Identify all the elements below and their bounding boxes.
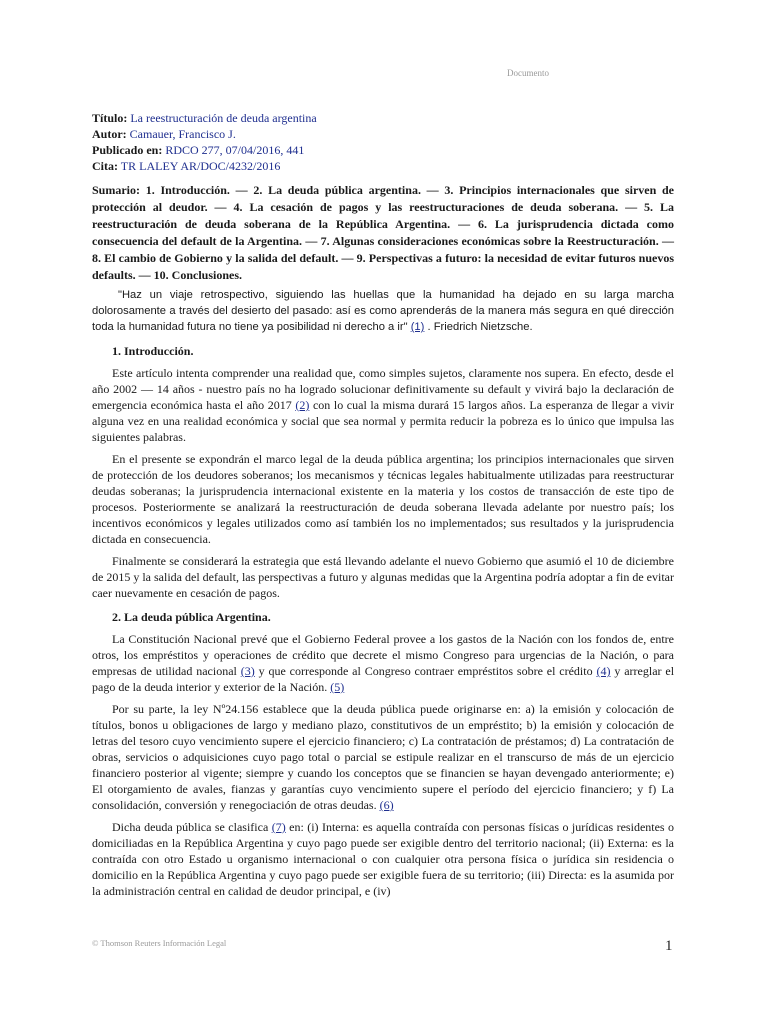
paragraph	[92, 701, 674, 813]
footnote-link[interactable]: (4)	[596, 664, 611, 678]
paragraph: Finalmente se considerará la estrategia que está llevando adelante el nuevo Gobierno que asumió el 10 de diciembre de 2015 y la salida del default, las perspectivas a futuro y algunas medidas que la Argentina podría adoptar a fin de evitar caer nuevamente en cesación de pagos.	[92, 554, 674, 600]
footnote-link[interactable]: (3)	[240, 664, 255, 678]
paragraph-text: Este artículo intenta comprender una realidad que, como simples sujetos, claramente nos supera. En efecto, desde el año 2002 — 14 años - nuestro país no ha logrado solucionar definitivamente su default y vivirá bajo la declaración de emergencia económica hasta el año 2017	[92, 366, 674, 412]
author-label: Autor:	[92, 127, 127, 141]
footnote-link[interactable]: (5)	[330, 680, 345, 694]
epigraph-quote	[92, 287, 674, 335]
paragraph-text: con lo cual la misma durará 15 largos años. La esperanza de llegar a vivir alguna vez en una realidad económica y social que sea normal y permita reducir la pobreza es lo único que impulsa las siguientes palabras.	[92, 398, 675, 444]
summary: Sumario: 1. Introducción. — 2. La deuda pública argentina. — 3. Principios internacionales que sirven de protección al deudor. — 4. La cesación de pagos y las reestructuraciones de deuda soberana. — 5. La reestructuración de deuda soberana de la República Argentina. — 6. La jurisprudencia dictada como consecuencia del default de la Argentina. — 7. Algunas consideraciones económicas sobre la Reestructuración. — 8. El cambio de Gobierno y la salida del default. — 9. Perspectivas a futuro: la necesidad de evitar futuros nuevos defaults. — 10. Conclusiones.	[92, 183, 674, 282]
document-content	[92, 110, 674, 899]
section-heading: 1. Introducción.	[112, 344, 194, 358]
paragraph-text: La Constitución Nacional prevé que el Gobierno Federal provee a los gastos de la Nación con los fondos de, entre otros, los empréstitos y operaciones de crédito que decrete el mismo Congreso para urgencias de la Nación, o para empresas de utilidad nacional	[92, 632, 674, 678]
footnote-link[interactable]: (6)	[379, 798, 394, 812]
author-value[interactable]: Camauer, Francisco J.	[129, 127, 236, 141]
footnote-link[interactable]: (1)	[410, 321, 425, 333]
document-header-label: Documento	[507, 68, 549, 78]
page-number: 1	[665, 938, 673, 954]
paragraph-text: Dicha deuda pública se clasifica	[112, 820, 269, 834]
quote-attribution: . Friedrich Nietzsche.	[427, 321, 533, 333]
paragraph-text: y arreglar el pago de la deuda interior y exterior de la Nación.	[92, 664, 675, 694]
paragraph-text: Por su parte, la ley Nº24.156 establece que la deuda pública puede originarse en: a) la emisión y colocación de títulos, bonos u obligaciones de largo y mediano plazo, constitutivos de un empréstito; b) la emisión y colocación de letras del tesoro cuyo vencimiento supere el ejercicio financiero; c) La contratación de préstamos; d) La contratación de obras, servicios o adquisiciones cuyo pago total o parcial se estipule realizar en el transcurso de más de un ejercicio financiero posterior al vigente; siempre y cuando los conceptos que se financien se hayan devengado anteriormente; e) El otorgamiento de avales, fianzas y garantías cuyo vencimiento supere el período del ejercicio financiero; y f) La consolidación, conversión y renegociación de otras deudas.	[92, 702, 674, 812]
footnote-link[interactable]: (2)	[295, 398, 310, 412]
title-label: Título:	[92, 111, 128, 125]
paragraph	[92, 819, 674, 899]
published-value[interactable]: RDCO 277, 07/04/2016, 441	[165, 143, 305, 157]
paragraph-text: y que corresponde al Congreso contraer empréstitos sobre el crédito	[258, 664, 593, 678]
section-heading: 2. La deuda pública Argentina.	[112, 610, 271, 624]
footer-copyright: © Thomson Reuters Información Legal	[92, 938, 227, 948]
footnote-link[interactable]: (7)	[271, 820, 286, 834]
published-line	[92, 142, 674, 158]
paragraph	[92, 631, 674, 695]
quote-text: "Haz un viaje retrospectivo, siguiendo las huellas que la humanidad ha dejado en su larga marcha dolorosamente a través del desierto del pasado: así es como aprenderás de la manera más segura en qué dirección toda la humanidad futura no tiene ya posibilidad ni derecho a ir"	[92, 289, 674, 333]
title-line	[92, 110, 674, 126]
author-line	[92, 126, 674, 142]
published-label: Publicado en:	[92, 143, 163, 157]
paragraph	[92, 365, 674, 445]
paragraph: En el presente se expondrán el marco legal de la deuda pública argentina; los principios internacionales que sirven de protección de los deudores soberanos; los mecanismos y técnicas legales habitualmente utilizadas para reestructurar deudas soberanas; la jurisprudencia internacional existente en la materia y los costos de transacción de este tipo de procesos. Posteriormente se analizará la reestructuración de deuda soberana llevada adelante por nuestro país; los incentivos económicos y legales utilizados como así también los no implementados; sus resultados y la jurisprudencia dictada en consecuencia.	[92, 452, 674, 546]
title-value[interactable]: La reestructuración de deuda argentina	[130, 111, 317, 125]
citation-label: Cita:	[92, 159, 118, 173]
citation-line	[92, 158, 674, 174]
paragraph-text: en: (i) Interna: es aquella contraída con personas físicas o jurídicas residentes o domiciliadas en la República Argentina y cuyo pago puede ser exigible dentro del territorio nacional; (ii) Externa: es la contraída con otro Estado u organismo internacional o con cualquier otra persona física o jurídica sin residencia o domicilio en la República Argentina y cuyo pago puede ser exigible fuera de su territorio; (iii) Directa: es la asumida por la administración central en calidad de deudor principal, e (iv)	[92, 820, 675, 898]
citation-value[interactable]: TR LALEY AR/DOC/4232/2016	[120, 159, 281, 173]
